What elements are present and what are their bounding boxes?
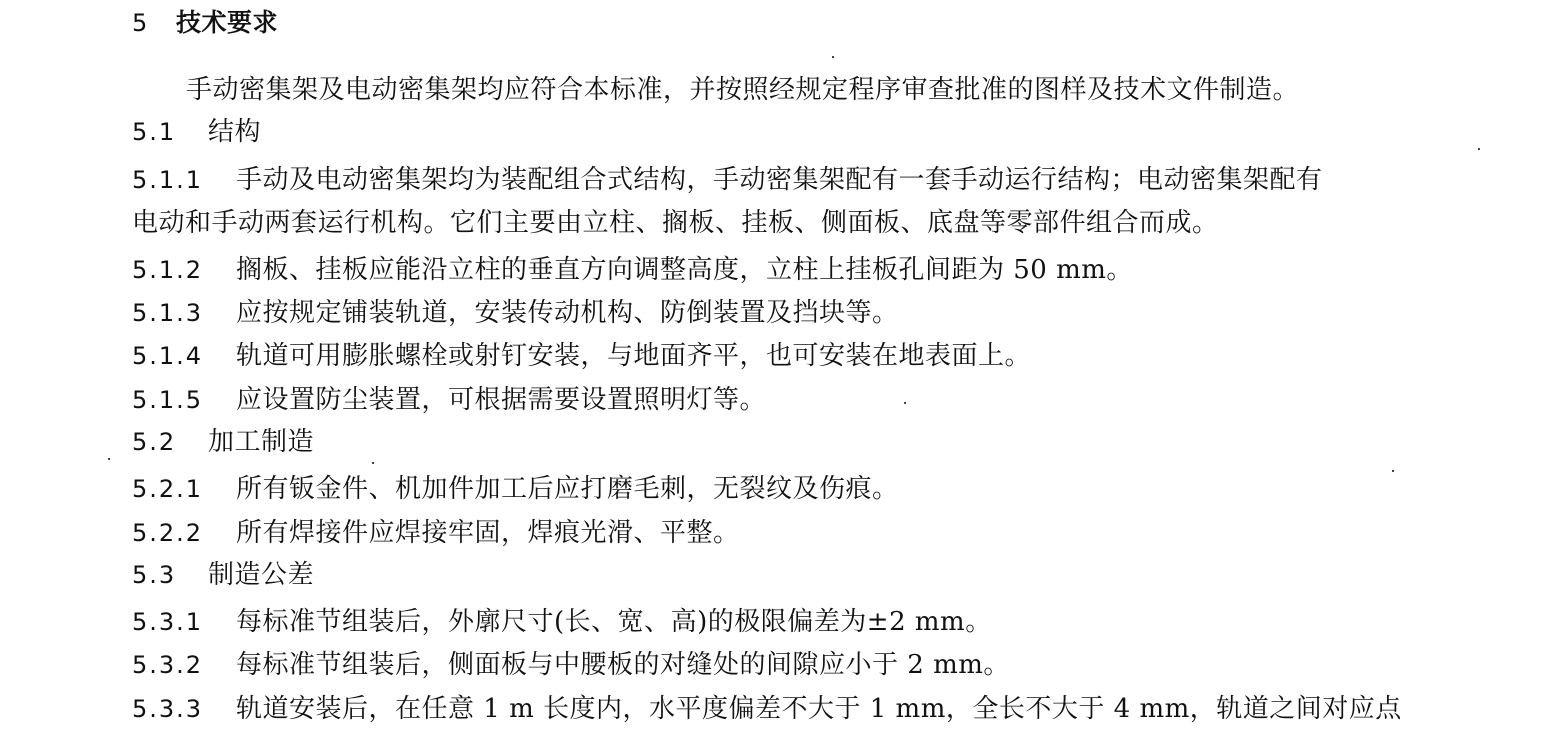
scan-speck [1392, 470, 1394, 472]
scan-speck [832, 56, 834, 58]
clause-number: 5.3.1 [132, 608, 204, 636]
clause-number: 5.2.2 [132, 519, 204, 547]
intro-paragraph: 手动密集架及电动密集架均应符合本标准，并按照经规定程序审查批准的图样及技术文件制造。 [186, 75, 1300, 105]
clause-5-1-3 [132, 296, 899, 330]
subsection-number: 5.3 [132, 561, 177, 589]
scan-speck [372, 462, 374, 464]
clause-text: 手动及电动密集架均为装配组合式结构，手动密集架配有一套手动运行结构；电动密集架配有 [236, 165, 1323, 195]
scan-speck [904, 402, 906, 404]
subsection-heading-5-2 [132, 425, 314, 459]
clause-text: 每标准节组装后，侧面板与中腰板的对缝处的间隙应小于 2 mm。 [236, 650, 1010, 680]
clause-5-2-2 [132, 516, 740, 550]
clause-5-1-2 [132, 253, 1133, 287]
clause-text: 每标准节组装后，外廓尺寸(长、宽、高)的极限偏差为±2 mm。 [236, 607, 992, 637]
clause-text: 应按规定铺装轨道，安装传动机构、防倒装置及挡块等。 [236, 298, 899, 328]
clause-number: 5.1.1 [132, 166, 204, 194]
section-title: 技术要求 [176, 8, 279, 37]
clause-5-1-4 [132, 339, 1031, 373]
clause-text: 所有焊接件应焊接牢固，焊痕光滑、平整。 [236, 518, 740, 548]
clause-5-3-2 [132, 648, 1010, 682]
clause-number: 5.1.5 [132, 386, 204, 414]
subsection-number: 5.2 [132, 428, 177, 456]
clause-text: 所有钣金件、机加件加工后应打磨毛刺，无裂纹及伤痕。 [236, 474, 899, 504]
clause-text: 搁板、挂板应能沿立柱的垂直方向调整高度，立柱上挂板孔间距为 50 mm。 [236, 255, 1133, 285]
clause-number: 5.1.3 [132, 299, 204, 327]
subsection-heading-5-3 [132, 558, 314, 592]
section-heading [132, 6, 278, 40]
clause-number: 5.3.2 [132, 651, 204, 679]
subsection-heading-5-1 [132, 115, 261, 149]
clause-5-1-1-continuation: 电动和手动两套运行机构。它们主要由立柱、搁板、挂板、侧面板、底盘等零部件组合而成。 [132, 208, 1219, 238]
clause-5-3-3 [132, 692, 1402, 726]
clause-number: 5.1.2 [132, 256, 204, 284]
clause-5-1-5 [132, 383, 766, 417]
subsection-title: 制造公差 [208, 560, 315, 590]
subsection-number: 5.1 [132, 118, 177, 146]
clause-5-3-1 [132, 605, 992, 639]
clause-text: 应设置防尘装置，可根据需要设置照明灯等。 [236, 385, 767, 415]
clause-number: 5.2.1 [132, 475, 204, 503]
section-number: 5 [132, 9, 150, 37]
clause-5-2-1 [132, 472, 899, 506]
clause-text: 轨道安装后，在任意 1 m 长度内，水平度偏差不大于 1 mm，全长不大于 4 mm，轨道之间对应点 [236, 694, 1402, 724]
clause-number: 5.1.4 [132, 342, 204, 370]
subsection-title: 结构 [208, 117, 262, 147]
subsection-title: 加工制造 [208, 427, 315, 457]
scan-speck [108, 458, 110, 460]
scan-speck [1478, 148, 1480, 150]
clause-5-1-1 [132, 163, 1323, 197]
clause-text: 轨道可用膨胀螺栓或射钉安装，与地面齐平，也可安装在地表面上。 [236, 341, 1032, 371]
clause-number: 5.3.3 [132, 695, 204, 723]
